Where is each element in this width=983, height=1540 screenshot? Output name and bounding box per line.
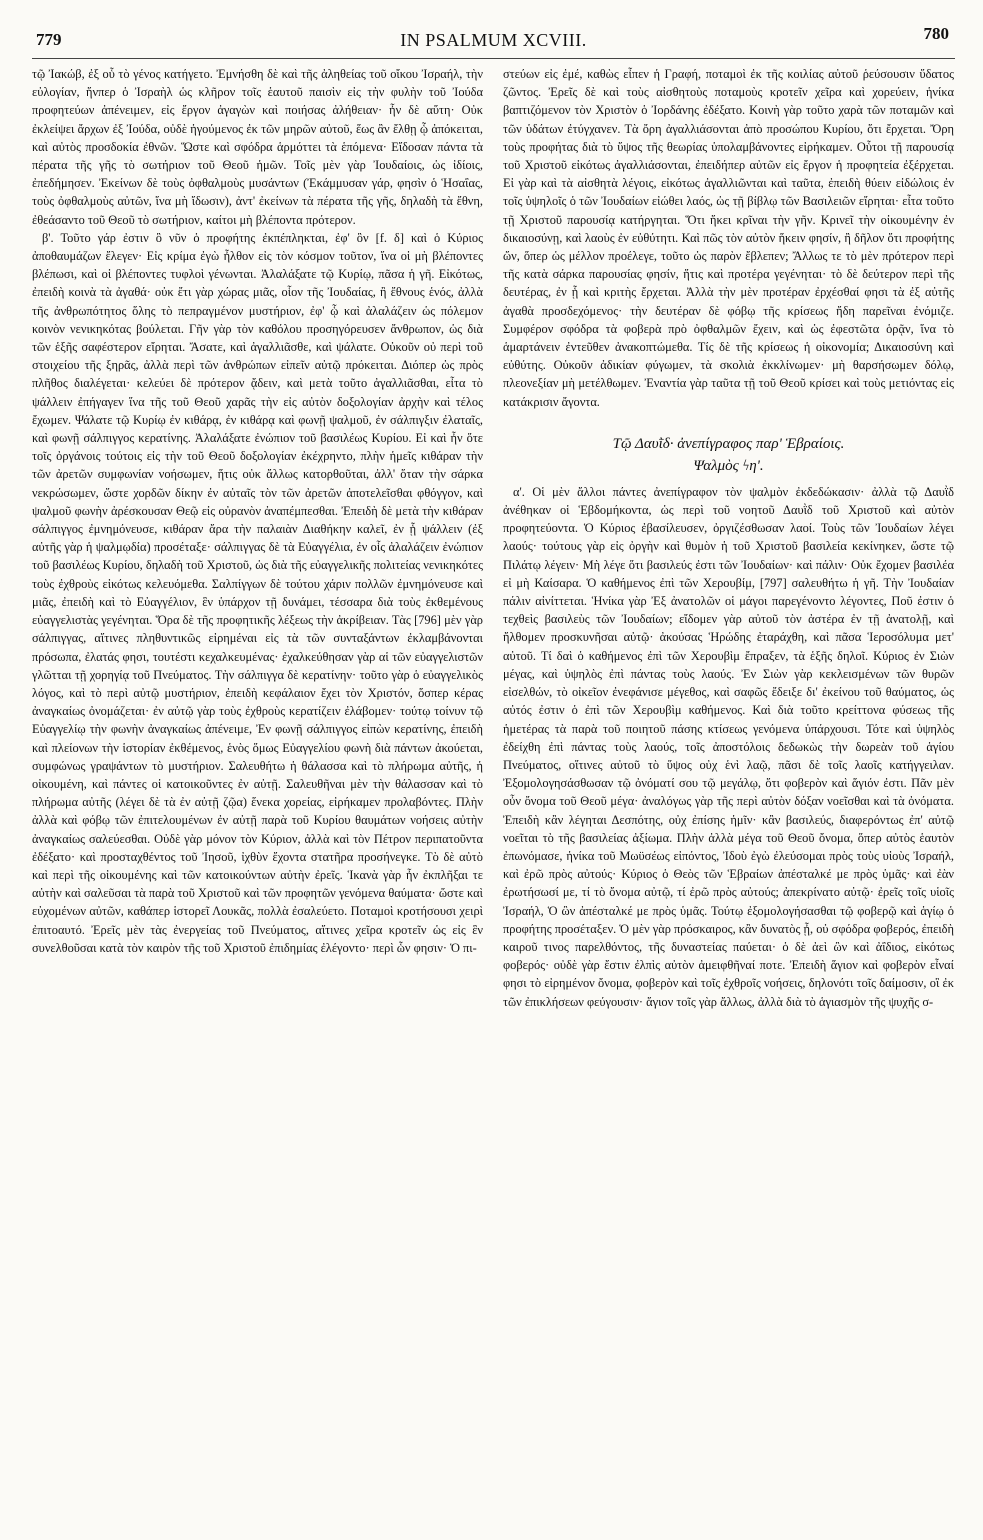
left-column-number: 779 xyxy=(36,30,62,49)
paragraph: α'. Οἱ μὲν ἄλλοι πάντες ἀνεπίγραφον τὸν ψαλμὸν ἐκδεδώκασιν· ἀλλὰ τῷ Δαυῒδ ἀνέθηκαν οἱ Ἑβδομήκοντα, ὡς περὶ τοῦ νοητοῦ Δαυῒδ τοῦ Χριστοῦ καὶ αὐτὸν προφητεύοντα. Ὁ Κύριος ἐβασίλευσεν, ὀργιζέσθωσαν λαοί. Τοὺς τῶν Ἰουδαίων λέγει λαούς· τούτους γὰρ εἰς ὀργὴν καὶ θυμὸν ἡ τοῦ Χριστοῦ βασιλεία κεκίνηκεν, ὥστε τῷ Πιλάτῳ λέγειν· Μὴ λέγε ὅτι βασιλεύς ἐστι τῶν Ἰουδαίων· καὶ πάλιν· Οὐκ ἔχομεν βασιλέα εἰ μὴ Καίσαρα. Ὁ καθήμενος ἐπὶ τῶν Χερουβίμ, [797] σαλευθήτω ἡ γῆ. Τὴν Ἰουδαίαν πάλιν αἰνίττεται. Ἡνίκα γὰρ Ἐξ ἀνατολῶν οἱ μάγοι παρεγένοντο λέγοντες, Ποῦ ἐστιν ὁ τεχθεὶς βασιλεὺς τῶν Ἰουδαίων; εἴδομεν γὰρ αὐτοῦ τὸν ἀστέρα ἐν τῇ ἀνατολῇ, καὶ ἤλθομεν προσκυνῆσαι αὐτῷ· ἀκούσας Ἡρώδης ἐταράχθη, καὶ πᾶσα Ἱεροσόλυμα μετ' αὐτοῦ. Τί δαὶ ὁ καθήμενος ἐπὶ τῶν Χερουβὶμ ἔπραξεν, τὰ ἑξῆς δηλοῖ. Κύριος ἐν Σιὼν μέγας, καὶ ὑψηλὸς ἐπὶ πάντας τοὺς λαούς. Ἐν Σιὼν γὰρ κεκλεισμένων τῶν θυρῶν εἰσελθών, τὸ οἰκεῖον ἐνεφάνισε μέγεθος, καὶ σαφῶς ἔδειξε δι' ἐκείνου τοῦ θαύματος, ὡς αὐτός ἐστιν ὁ ἐπὶ τῶν Χερουβὶμ καθήμενος. Καὶ διὰ τοῦτο κρείττονα φύσεως τῆς ἡμετέρας τὰ παρὰ τοῦ ποιητοῦ πάσης κτίσεως γενόμενα ὑπάρχουσι. Τότε καὶ ὑψηλὸς ἐδείχθη ἐπὶ πάντας τοὺς λαούς, τοῖς ἀποστόλοις δεδωκὼς τὴν δωρεὰν τοῦ ἁγίου Πνεύματος, οἵτινες αὐτοῦ τὸ ὕψος οὐχ ἑνὶ λαῷ, πᾶσι δὲ τοῖς λαοῖς κατήγγειλαν. Ἐξομολογησάσθωσαν τῷ ὀνόματί σου τῷ μεγάλῳ, ὅτι φοβερὸν καὶ ἅγιόν ἐστι. Πᾶν μὲν οὖν ὄνομα τοῦ Θεοῦ μέγα· ἀναλόγως γὰρ τῆς περὶ αὐτὸν δόξαν νοεῖσθαι καὶ τὰ ὀνόματα. Ἐπειδὴ κἂν λέγηται Δεσπότης, οὐχ ἐπίσης ἡμῖν· κἂν βασιλεύς, διαφερόντως ἐπ' αὐτῷ νοεῖται τὸ τῆς βασιλείας ἀξίωμα. Πλὴν ἀλλὰ μέγα τοῦ Θεοῦ ὄνομα, ὅπερ αὐτὸς ἑαυτὸν ἐπωνόμασε, ἡνίκα τοῦ Μωϋσέως εἰπόντος, Ἰδοὺ ἐγὼ ἐλεύσομαι πρὸς τοὺς υἱοὺς Ἰσραήλ, καὶ ἐρῶ πρὸς αὐτούς· Κύριος ὁ Θεὸς τῶν Ἑβραίων ἀπέσταλκέ με πρὸς ὑμᾶς· καὶ ἐὰν ἐρωτήσωσί με, τί τὸ ὄνομα αὐτῷ, τί ἐρῶ πρὸς αὐτούς; ἀπεκρίνατο αὐτῷ· ἐρεῖς τοῖς υἱοῖς Ἰσραήλ, Ὁ ὢν ἀπέσταλκέ με πρὸς ὑμᾶς. Τούτῳ ἐξομολογήσασθαι τῷ φοβερῷ καὶ ἁγίῳ ὁ προφήτης προσέταξεν. Ὁ μὲν γὰρ πρόσκαιρος, κἂν δυνατὸς ᾖ, οὐ σφόδρα φοβερός, ἐπειδὴ καιροῦ τινος παρελθόντος, τῆς δυναστείας παύεται· ὁ δὲ ἀεὶ ὢν καὶ ἀΐδιος, εἰκότως φοβερός· οὐδὲ γὰρ ἔστιν ἐλπὶς αὐτὸν ἀμειφθῆναί ποτε. Ἐπειδὴ ἅγιον καὶ φοβερὸν εἶναί φησι τὸ εἰρημένον ὄνομα, φοβερὸν καὶ τοῖς ἐχθροῖς νοήσεις, δηλονότι τοῖς δαίμοσιν, οἳ ἐκ τῶν ἐπικλήσεων φεύγουσιν· ἅγιον τοῖς γὰρ ἄλλως, ἀλλὰ διὰ τὸ ἁγιασμὸν τῆς ψυχῆς σ- xyxy=(503,484,954,1009)
psalm-number: Ψαλμὸς ϟη'. xyxy=(693,457,764,474)
left-column xyxy=(32,65,483,1011)
paragraph: τῷ Ἰακώβ, ἐξ οὗ τὸ γένος κατήγετο. Ἐμνήσθη δὲ καὶ τῆς ἀληθείας τοῦ οἴκου Ἰσραήλ, τὴν εὐλογίαν, ἥνπερ ὁ Ἰσραὴλ ὡς κλῆρον τοῖς ἑαυτοῦ παισὶν εἰς τὴν φυλὴν τοῦ Ἰούδα προφητεύων ἀπένειμεν, εἰς ἔργον ἀγαγὼν καὶ ποιήσας ἀλήθειαν· ἦν δὲ αὕτη· Οὐκ ἐκλείψει ἄρχων ἐξ Ἰούδα, οὐδὲ ἡγούμενος ἐκ τῶν μηρῶν αὐτοῦ, ἕως ἂν ἔλθῃ ᾧ ἀπόκειται, καὶ αὐτὸς προσδοκία ἐθνῶν. Ὥστε καὶ σφόδρα ἁρμόττει τὰ ἑπόμενα· Εἴδοσαν πάντα τὰ πέρατα τῆς γῆς τὸ σωτήριον τοῦ Θεοῦ ἡμῶν. Τοῖς μὲν γὰρ Ἰουδαίοις, ὡς ἰδίοις, ἐπεδήμησεν. Ἐκείνων δὲ τοὺς ὀφθαλμοὺς μυσάντων (Ἐκάμμυσαν γάρ, φησὶν ὁ Ἡσαΐας, τοὺς ὀφθαλμοὺς αὐτῶν, ἵνα μὴ ἴδωσιν), ἀντ' ἐκείνων τὰ πέρατα τῆς γῆς, δηλαδὴ τὰ ἔθνη, ἐθεάσαντο τοῦ Θεοῦ τὸ σωτήριον, καίτοι μὴ βλέποντα πρότερον. xyxy=(32,67,483,227)
right-column xyxy=(503,65,954,1011)
paragraph: β'. Τοῦτο γάρ ἐστιν ὃ νῦν ὁ προφήτης ἐκπέπληκται, ἐφ' ὃν [f. δ] καὶ ὁ Κύριος ἀποθαυμάζων ἔλεγεν· Εἰς κρίμα ἐγὼ ἦλθον εἰς τὸν κόσμον τοῦτον, ἵνα οἱ μὴ βλέποντες βλέπωσι, καὶ οἱ βλέποντες τυφλοὶ γένωνται. Ἀλαλάξατε τῷ Κυρίῳ, πᾶσα ἡ γῆ. Εἰκότως, ἐπειδὴ κοινὰ τὰ ἀγαθά· οὐκ ἔτι γὰρ χώρας μιᾶς, οἷον τῆς Ἰουδαίας, ἢ ἔθνους ἑνός, ἀλλὰ τῆς ἀνθρωπότητος ὅλης τὸ πεπραγμένον μυστήριον, ἐφ' ᾧ καὶ ἀλαλάζειν ὡς πόλεμον κοινὸν νενικηκότας βούλεται. Γῆν γὰρ τὸν καθόλου προσηγόρευσεν ἄνθρωπον, ὡς διὰ τῶν ἑξῆς σαφέστερον εἴρηται. Ἄσατε, καὶ ἀγαλλιᾶσθε, καὶ ψάλατε. Οὐκοῦν οὐ περὶ τοῦ στοιχείου τῆς ξηρᾶς, ἀλλὰ περὶ τῶν ἀνθρώπων εἰπεῖν αὐτῷ πρόκειται. Διόπερ ὡς πρὸς πλῆθος διαλέγεται· κελεύει δὲ πρότερον ᾄδειν, καὶ μετὰ τοῦτο ἀγαλλιᾶσθαι, εἶτα τὸ ψάλλειν ἐπήγαγεν ἵνα τῆς τοῦ Θεοῦ χαρᾶς τὴν εἰς αὐτὸν δοξολογίαν ἀρχὴν καὶ τέλος ἔχωμεν. Ψάλατε τῷ Κυρίῳ ἐν κιθάρᾳ, ἐν κιθάρᾳ καὶ φωνῇ ψαλμοῦ, ἐν σάλπιγξιν ἐλαταῖς, καὶ φωνῇ σάλπιγγος κερατίνης. Ἀλαλάξατε ἐνώπιον τοῦ βασιλέως Κυρίου. Εἰ καὶ ἦν ὅτε τοῖς ὀργάνοις τούτοις εἰς τὴν τοῦ Θεοῦ δοξολογίαν ἐκέχρηντο, πλὴν ἡμεῖς κιθάραν τὴν τῶν ἀρετῶν συμφωνίαν νοήσωμεν, ἥτις οὐκ ἄλλως κατορθοῦται, ἀλλ' ὅταν τὴν σάρκα νεκρώσωμεν, ὥστε χορδῶν δίκην ἐν αὐταῖς τὸν τῶν ἀρετῶν ἀποτελεῖσθαι φθόγγον, καὶ ψαλμοῦ φωνὴν ἀρέσκουσαν Θεῷ εἰς οὐρανὸν ἀναπέμπεσθαι. Ἐπειδὴ δὲ μετὰ τὴν κιθάραν σάλπιγγος ἐμνημόνευσε, κιθάραν ἄρα τὴν παλαιὰν Διαθήκην καλεῖ, ἐν ᾗ ψάλλειν (ἐξ αὐτῆς γὰρ ἡ ψαλμῳδία) προσέταξε· σάλπιγγας δὲ τὰ Εὐαγγέλια, ἐν οἷς ἀλαλάζειν ἐνώπιον τοῦ βασιλέως Κυρίου, δηλαδὴ τοῦ Χριστοῦ, ὡς διὰ τῆς εὐαγγελικῆς πολιτείας νενικηκότες τοὺς ἐχθροὺς εἰκότως κελευόμεθα. Σαλπίγγων δὲ τούτου χάριν πολλῶν ἐμνημόνευσε καὶ μιᾶς, ἐπειδὴ καὶ τὸ Εὐαγγέλιον, ἓν ὑπάρχον τῇ δυνάμει, τέσσαρα διὰ τοὺς ἐκθεμένους εὐαγγελιστὰς γεγένηται. Ὅρα δὲ τῆς προφητικῆς λέξεως τὴν ἀκρίβειαν. Τὰς [796] μὲν γὰρ σάλπιγγας, αἵτινες πληθυντικῶς εἰρημέναι εἰς τὰ τῶν συνταξάντων ἐκλαμβάνονται πρόσωπα, ἐλατάς φησι, τουτέστι κεχαλκευμένας· ἐχαλκεύθησαν γὰρ αἱ τῶν εὐαγγελιστῶν γλῶτται τῇ χορηγίᾳ τοῦ Πνεύματος. Τὴν σάλπιγγα δὲ κερατίνην· τοῦτο γὰρ ὁ εὐαγγελικὸς λόγος, καὶ τὸ περὶ αὐτῷ μυστήριον, ἐπειδὴ κεφάλαιον ἔχει τὸν Χριστόν, ὅσπερ κέρας ἀναγκαίως ὀνομάζεται· ἐν αὐτῷ γὰρ τοὺς ἐχθροὺς κερατίζειν ἐλάβομεν· τούτῳ τοίνυν τῷ Εὐαγγελίῳ τὴν φωνὴν ἀναγκαίως ἀπένειμε, Ἐν φωνῇ σάλπιγγος εἰπὼν κερατίνης, ἐπειδὴ καὶ πλείονων τὴν ἱστορίαν ἐκθέμενος, ἑνὸς ὅμως Εὐαγγελίου φωνὴ διὰ πάντων ἀκούεται, συμφώνως γραψάντων τὸ μυστήριον. Σαλευθήτω ἡ θάλασσα καὶ τὸ πλήρωμα αὐτῆς, ἡ οἰκουμένη, καὶ πάντες οἱ κατοικοῦντες ἐν αὐτῇ. Σαλευθῆναι μὲν τὴν θάλασσαν καὶ τὸ πλήρωμα αὐτῆς (λέγει δὲ τὰ ἐν αὐτῇ ζῷα) ἕνεκα χορείας, εἰρήκαμεν προλαβόντες. Πλὴν ἀλλὰ καὶ φόβῳ τῶν ἐπιτελουμένων ἐν αὐτῇ παρὰ τοῦ Κυρίου θαυμάτων νοήσεις αὐτὴν ἀναγκαίως σαλεύεσθαι. Οὐδὲ γὰρ μόνον τὸν Κύριον, ἀλλὰ καὶ τὸν Πέτρον περιπατοῦντα ἐδέξατο· καὶ προσταχθέντος τοῦ Ἰησοῦ, ἰχθὺν ἔχοντα στατῆρα προσήνεγκε. Τὸ δὲ αὐτὸ καὶ περὶ τῆς οἰκουμένης καὶ τῶν κατοικούντων αὐτὴν ἐρεῖς. Ἱκανὰ γὰρ ἦν ἐκπλῆξαι τε αὐτὴν καὶ σαλεῦσαι τὰ παρὰ τοῦ Χριστοῦ καὶ τῶν προφητῶν γενόμενα θαύματα· ὥστε καὶ εὐχομένων αὐτῶν, καθάπερ ἱστορεῖ Λουκᾶς, πολλὰ ἐσαλεύετο. Ποταμοὶ κροτήσουσι χειρὶ ἐπιτοαυτό. Ἐρεῖς μὲν τὰς ἐνεργείας τοῦ Πνεύματος, αἵτινες χεῖρα κροτεῖν ὡς εἰς ἓν συνελθοῦσαι κατὰ τὸν καιρὸν τῆς τοῦ Χριστοῦ ἐπιδημίας ἐλέγοντο· περὶ ὧν φησιν· Ὁ πι- xyxy=(32,230,483,955)
paragraph: στεύων εἰς ἐμέ, καθὼς εἶπεν ἡ Γραφή, ποταμοὶ ἐκ τῆς κοιλίας αὐτοῦ ῥεύσουσιν ὕδατος ζῶντος. Ἐρεῖς δὲ καὶ τοὺς αἰσθητοὺς ποταμοὺς κροτεῖν χεῖρα καὶ χορεύειν, ἡνίκα βαπτιζόμενον τὸν Χριστὸν ὁ Ἰορδάνης ἐδέξατο. Κοινὴ γὰρ τοῦτο χαρὰ τῶν ποταμῶν καὶ τῶν ὑδάτων ἐτύγχανεν. Τὰ ὄρη ἀγαλλιάσονται ἀπὸ προσώπου Κυρίου, ὅτι ἔρχεται. Ὄρη τοὺς προφήτας διὰ τὸ ὕψος τῆς θεωρίας ὑπολαμβάνοντες εἰρήκαμεν. Οὗτοι τῇ παρουσίᾳ τοῦ Χριστοῦ εἰκότως ἀγαλλιάσονται, ἐπειδήπερ αὐτῶν εἰς ἔργον ἡ προφητεία ἐξέρχεται. Εἰ γὰρ καὶ τὰ αἰσθητὰ λέγοις, εἰκότως ἀγαλλιῶνται καὶ ταῦτα, ἐπειδὴ θύειν εἰδώλοις ἐν τοῖς ὑψηλοῖς ὁ τῶν Ἰουδαίων εἰώθει λαός, ὡς τῇ βίβλῳ τῶν Βασιλειῶν εἴρηται· εἶτα τοῦτο τῇ Χριστοῦ παρουσίᾳ κατήργηται. Ὅτι ἥκει κρῖναι τὴν γῆν. Κρινεῖ τὴν οἰκουμένην ἐν δικαιοσύνῃ, καὶ λαοὺς ἐν εὐθύτητι. Καὶ πῶς τὸν αὐτὸν ἥκειν φησίν, ἢ δῆλον ὅτι προφήτης ὤν, ὅπερ ὡς μέλλον προέλεγε, τοῦτο ὡς παρὸν ἔβλεπεν; Ἄλλως τε τὸ μὲν πρότερον περὶ τῆς κατὰ σάρκα παρουσίας φησίν, ἥτις καὶ προτέρα γεγένηται· τὸ δὲ δεύτερον περὶ τῆς δευτέρας, ἐν ᾗ καὶ κριτὴς ἔρχεται. Ἀλλὰ τὴν μὲν προτέραν ἐρχέσθαί φησι τὰ ἐξ αὐτῆς ἀγαθὰ προσδεχόμενος· τὴν δευτέραν δὲ φόβῳ τῆς κρίσεως ἤδη παρεῖναι ἐνόμιζε. Συμφέρον σφόδρα τὰ φοβερὰ πρὸ ὀφθαλμῶν ἔχειν, καὶ ὡς ἐφεστῶτα ὁρᾷν, ἵνα τὸ ἁμαρτάνειν ἐντεῦθεν ἀνακοπτώμεθα. Τίς δὲ τῆς κρίσεως ἡ οἰκονομία; Δικαιοσύνη καὶ εὐθύτης. Οὐκοῦν ἀδικίαν φύγωμεν, τὰ σκολιὰ ἐκκλίνωμεν· μὴ θαρσήσωμεν δόλῳ, πλεονεξίαν μὴ μετέλθωμεν. Ἐναντία γὰρ ταῦτα τῇ τοῦ Θεοῦ κρίσει καὶ τοὺς μετιόντας εἰς κατάκρισιν ἄγοντα. xyxy=(503,67,954,409)
psalm-heading-line: Τῷ Δαυῒδ· ἀνεπίγραφος παρ' Ἑβραίοις. xyxy=(612,435,845,452)
right-column-number: 780 xyxy=(923,24,949,43)
running-title: IN PSALMUM XCVIII. xyxy=(400,30,587,50)
text-columns xyxy=(32,65,955,1011)
page-header xyxy=(32,22,955,59)
psalm-heading xyxy=(503,433,954,477)
